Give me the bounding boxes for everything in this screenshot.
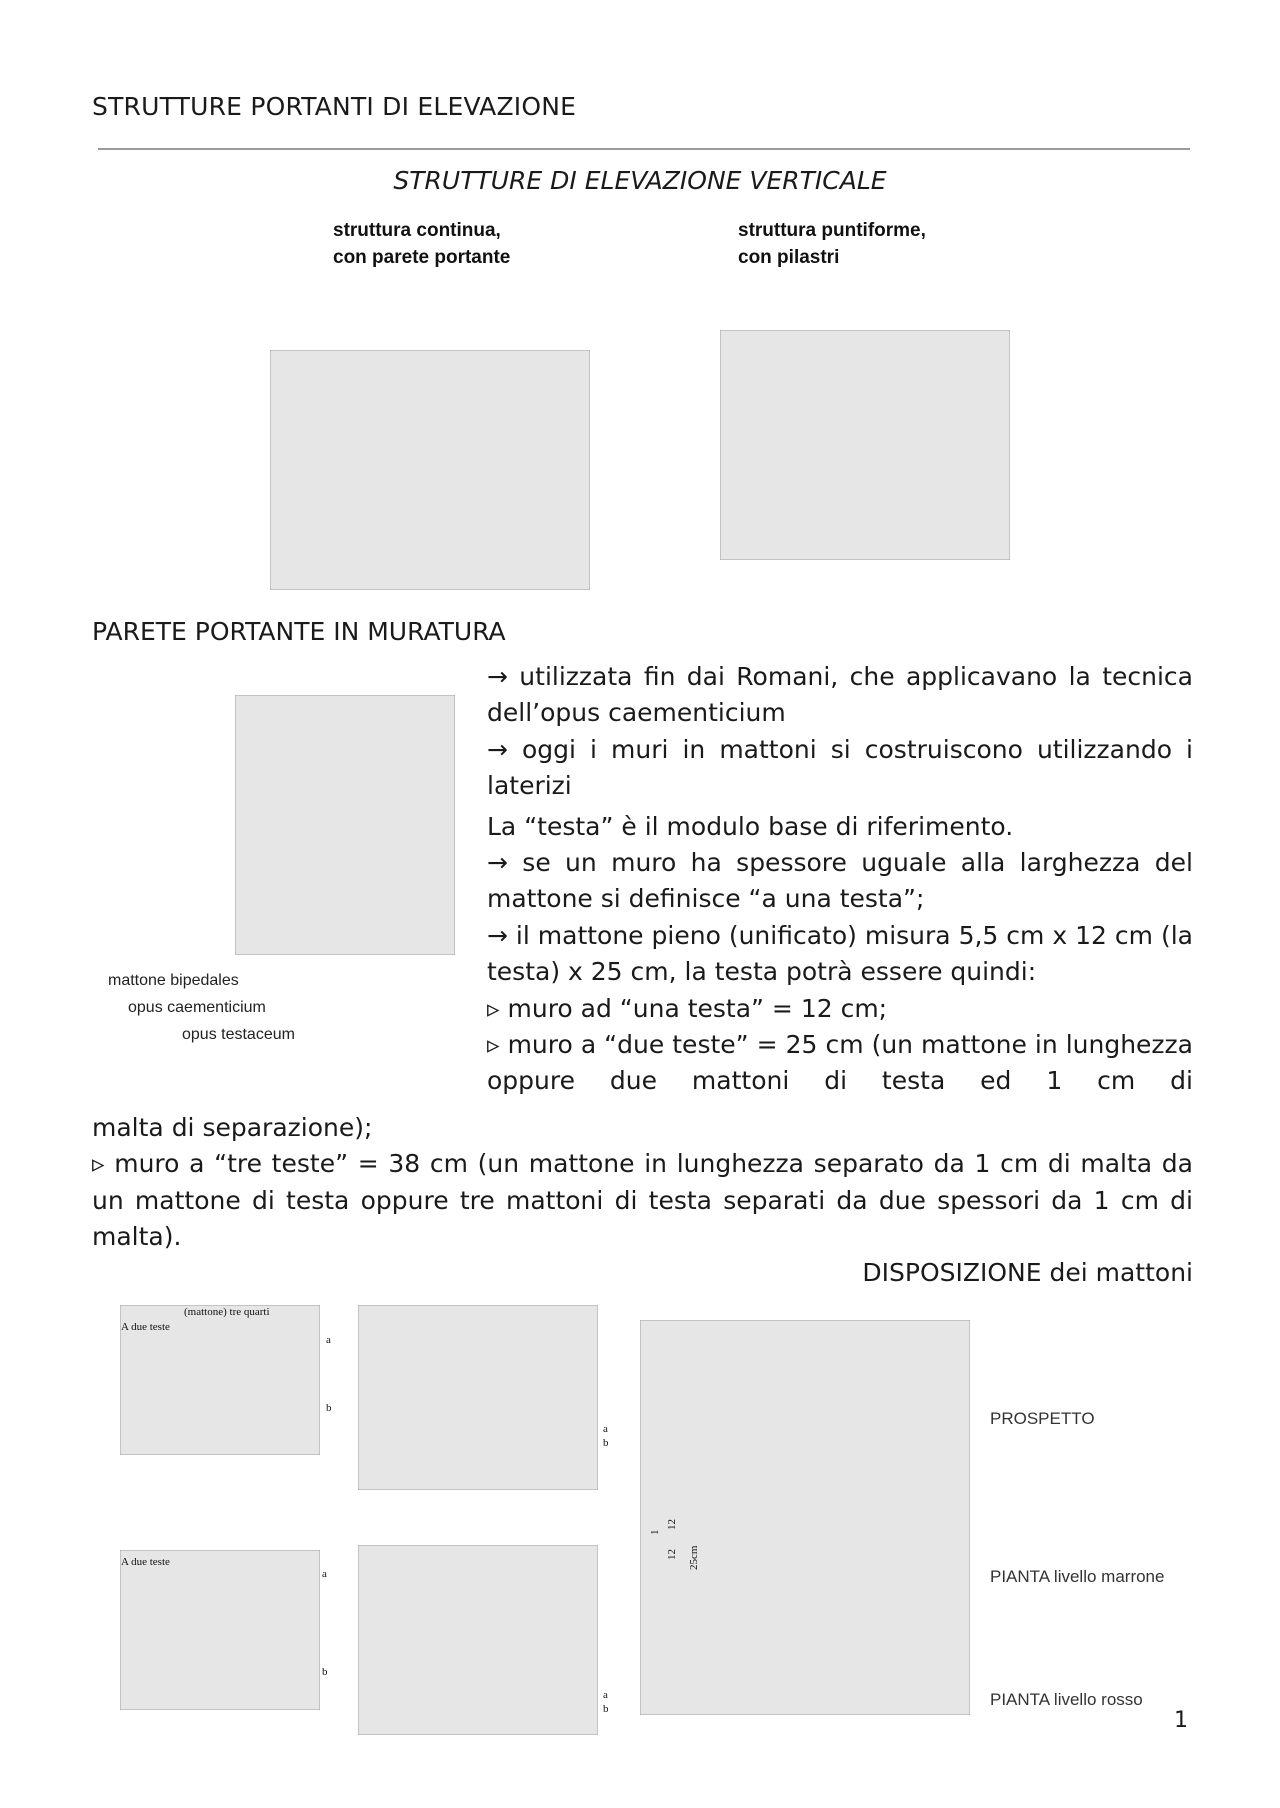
top-iso-row-b: b <box>603 1437 609 1449</box>
page-subtitle: STRUTTURE DI ELEVAZIONE VERTICALE <box>393 166 887 195</box>
prospetto-pianta-drawing <box>640 1320 970 1715</box>
top-plan-title: A due teste <box>121 1321 170 1333</box>
bottom-plan-title: A due teste <box>121 1556 170 1568</box>
page-number: 1 <box>1174 1708 1188 1733</box>
bottom-row-b: b <box>322 1666 328 1678</box>
bottom-iso-row-a: a <box>603 1689 608 1701</box>
two-head-bond-plan-bottom <box>120 1550 320 1710</box>
paragraph-due-teste-end: malta di separazione); <box>92 1113 373 1142</box>
label-prospetto: PROSPETTO <box>990 1409 1095 1428</box>
dim-1: 1 <box>649 1529 661 1535</box>
label-opus-caementicium: opus caementicium <box>128 999 266 1016</box>
pillar-structure-sketch <box>720 330 1010 560</box>
body-text-full <box>92 1110 1193 1256</box>
label-pianta-marrone: PIANTA livello marrone <box>990 1567 1165 1586</box>
top-row-a: a <box>326 1334 331 1346</box>
continuous-wall-sketch <box>270 350 590 590</box>
paragraph-laterizi: → oggi i muri in mattoni si costruiscono utilizzando i laterizi <box>487 734 1193 801</box>
header-divider <box>98 148 1190 150</box>
paragraph-una-testa: → se un muro ha spessore uguale alla larghezza del mattone si definisce “a una testa”; <box>487 848 1193 914</box>
two-head-bond-isometric-top <box>358 1305 598 1490</box>
disposizione-title: DISPOSIZIONE dei mattoni <box>862 1258 1193 1287</box>
paragraph-mattone-pieno: → il mattone pieno (unificato) misura 5,5 cm x 12 cm (la testa) x 25 cm, la testa potrà essere quindi: <box>487 920 1193 987</box>
page-header: STRUTTURE PORTANTI DI ELEVAZIONE <box>92 92 577 121</box>
point-structure-caption: struttura puntiforme, con pilastri <box>738 220 926 268</box>
dim-12-a: 12 <box>666 1549 678 1560</box>
top-row-b: b <box>326 1402 332 1414</box>
roman-wall-sketch <box>235 695 455 955</box>
paragraph-tre-teste: ▹ muro a “tre teste” = 38 cm (un mattone in lunghezza separato da 1 cm di malta da un mattone di testa oppure tre mattoni di testa separati da due spessori da 1 cm di malta). <box>92 1149 1193 1252</box>
bottom-iso-row-b: b <box>603 1703 609 1715</box>
paragraph-due-teste: ▹ muro a “due teste” = 25 cm (un mattone in lunghezza oppure due mattoni di testa ed 1 cm di <box>487 1030 1193 1096</box>
label-opus-testaceum: opus testaceum <box>182 1026 295 1043</box>
dim-25cm: 25cm <box>688 1545 700 1570</box>
two-head-bond-isometric-bottom <box>358 1545 598 1735</box>
top-plan-note: (mattone) tre quarti <box>184 1306 270 1318</box>
continuous-structure-caption: struttura continua, con parete portante <box>333 220 511 268</box>
label-pianta-rosso: PIANTA livello rosso <box>990 1690 1143 1709</box>
top-iso-row-a: a <box>603 1423 608 1435</box>
body-text-column <box>487 659 1193 1100</box>
label-mattone-bipedales: mattone bipedales <box>108 972 239 989</box>
dim-12-b: 12 <box>666 1519 678 1530</box>
section-title: PARETE PORTANTE IN MURATURA <box>92 617 506 646</box>
bottom-row-a: a <box>322 1568 327 1580</box>
paragraph-romani: → utilizzata fin dai Romani, che applicavano la tecnica dell’opus caementicium <box>487 662 1193 728</box>
paragraph-una-testa-12: ▹ muro ad “una testa” = 12 cm; <box>487 993 888 1023</box>
paragraph-testa: La “testa” è il modulo base di riferimento. <box>487 811 1014 841</box>
